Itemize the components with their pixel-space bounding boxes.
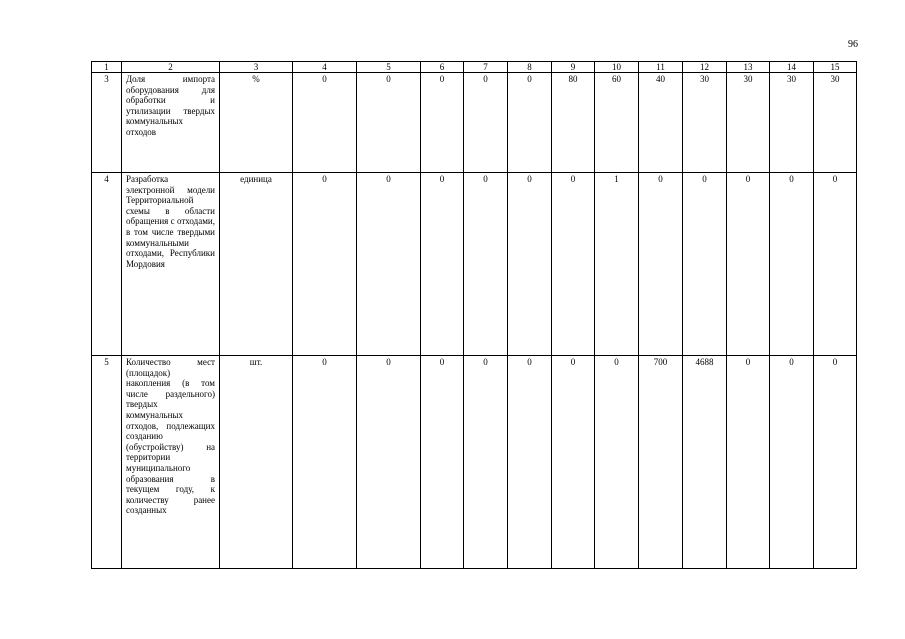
value-cell: 80 <box>552 73 595 173</box>
value-cell: 0 <box>508 73 552 173</box>
value-cell: 0 <box>770 173 814 356</box>
value-cell: 0 <box>727 356 770 569</box>
indicator-name: Количество мест (площадок) накопления (в том числе раздельного) твердых коммунальных отходов, подлежащих созданию (обустройству) на территории муниципального образования в текущем году, к количеству ранее созданных <box>122 356 220 569</box>
column-header: 15 <box>814 62 857 73</box>
column-header: 13 <box>727 62 770 73</box>
unit-cell: единица <box>220 173 293 356</box>
value-cell: 0 <box>421 73 464 173</box>
value-cell: 0 <box>293 356 357 569</box>
column-header: 4 <box>293 62 357 73</box>
value-cell: 0 <box>421 173 464 356</box>
table-header-row <box>92 62 857 73</box>
value-cell: 0 <box>683 173 727 356</box>
value-cell: 700 <box>639 356 683 569</box>
page-number: 96 <box>848 39 858 50</box>
row-number: 5 <box>92 356 122 569</box>
value-cell: 0 <box>727 173 770 356</box>
value-cell: 0 <box>421 356 464 569</box>
value-cell: 40 <box>639 73 683 173</box>
column-header: 9 <box>552 62 595 73</box>
column-header: 1 <box>92 62 122 73</box>
value-cell: 0 <box>357 356 421 569</box>
column-header: 12 <box>683 62 727 73</box>
column-header: 5 <box>357 62 421 73</box>
value-cell: 0 <box>357 173 421 356</box>
column-header: 7 <box>464 62 508 73</box>
table-row <box>92 73 857 173</box>
value-cell: 30 <box>727 73 770 173</box>
indicator-name: Разработка электронной модели Территориальной схемы в области обращения с отходами, в том числе твердыми коммунальными отходами, Республики Мордовия <box>122 173 220 356</box>
value-cell: 60 <box>595 73 639 173</box>
table-row <box>92 356 857 569</box>
value-cell: 0 <box>464 356 508 569</box>
value-cell: 0 <box>293 73 357 173</box>
unit-cell: % <box>220 73 293 173</box>
column-header: 2 <box>122 62 220 73</box>
value-cell: 0 <box>639 173 683 356</box>
value-cell: 4688 <box>683 356 727 569</box>
value-cell: 0 <box>552 356 595 569</box>
indicators-table <box>91 61 857 569</box>
column-header: 10 <box>595 62 639 73</box>
value-cell: 0 <box>357 73 421 173</box>
value-cell: 30 <box>683 73 727 173</box>
unit-cell: шт. <box>220 356 293 569</box>
value-cell: 1 <box>595 173 639 356</box>
value-cell: 0 <box>508 356 552 569</box>
value-cell: 0 <box>464 73 508 173</box>
value-cell: 0 <box>508 173 552 356</box>
value-cell: 0 <box>770 356 814 569</box>
column-header: 6 <box>421 62 464 73</box>
column-header: 14 <box>770 62 814 73</box>
column-header: 3 <box>220 62 293 73</box>
value-cell: 0 <box>814 173 857 356</box>
row-number: 3 <box>92 73 122 173</box>
indicator-name: Доля импорта оборудования для обработки и утилизации твердых коммунальных отходов <box>122 73 220 173</box>
value-cell: 0 <box>293 173 357 356</box>
column-header: 8 <box>508 62 552 73</box>
value-cell: 30 <box>770 73 814 173</box>
value-cell: 0 <box>552 173 595 356</box>
row-number: 4 <box>92 173 122 356</box>
value-cell: 0 <box>814 356 857 569</box>
table-row <box>92 173 857 356</box>
value-cell: 30 <box>814 73 857 173</box>
value-cell: 0 <box>595 356 639 569</box>
value-cell: 0 <box>464 173 508 356</box>
column-header: 11 <box>639 62 683 73</box>
